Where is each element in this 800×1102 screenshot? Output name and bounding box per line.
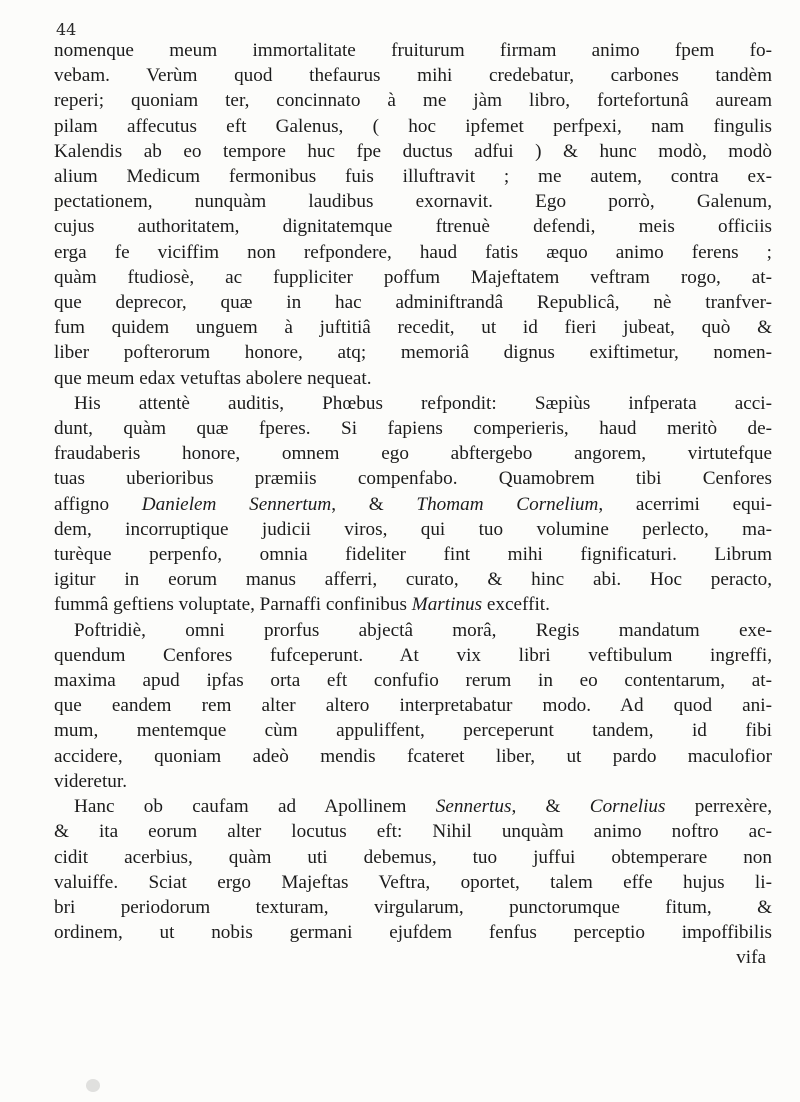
text-run: videretur. — [54, 770, 127, 792]
text-line — [54, 290, 772, 315]
text-run: pilam affecutus eft Galenus, ( hoc ipfemet perfpexi, nam fingulis — [54, 115, 772, 137]
text-run: fum quidem unguem à juftitiâ recedit, ut id fieri jubeat, quò & — [54, 317, 772, 339]
text-line — [54, 416, 772, 441]
text-run: Poftridiè, omni prorfus abjectâ morâ, Regis mandatum exe- — [74, 619, 772, 641]
italic-name: Danielem Sennertum — [141, 493, 332, 515]
text-line — [54, 592, 772, 617]
text-run: & ita eorum alter locutus eft: Nihil unquàm animo noftro ac- — [54, 821, 772, 843]
text-line — [54, 164, 772, 189]
text-line — [54, 38, 772, 63]
text-line — [54, 920, 772, 945]
text-run: tuas uberioribus præmiis compenfabo. Quamobrem tibi Cenfores — [54, 468, 772, 490]
text-run: reperi; quoniam ter, concinnato à me jàm libro, fortefortunâ auream — [54, 90, 772, 112]
text-run: accidere, quoniam adeò mendis fcateret liber, ut pardo maculofior — [54, 745, 772, 767]
text-line — [54, 189, 772, 214]
text-run: dunt, quàm quæ fperes. Si fapiens comperieris, haud meritò de- — [54, 418, 772, 440]
text-run: pectationem, nunquàm laudibus exornavit. Ego porrò, Galenum, — [54, 191, 772, 213]
text-line — [54, 88, 772, 113]
text-run: quàm ftudiosè, ac fuppliciter poffum Majeftatem veftram rogo, at- — [54, 266, 772, 288]
text-line — [54, 517, 772, 542]
text-line — [54, 744, 772, 769]
ink-blot — [86, 1079, 100, 1092]
text-run: cidit acerbius, quàm uti debemus, tuo juffui obtemperare non — [54, 846, 772, 868]
text-line — [54, 643, 772, 668]
text-run: liber pofterorum honore, atq; memoriâ dignus exiftimetur, nomen- — [54, 342, 772, 364]
text-line — [54, 240, 772, 265]
text-line — [54, 366, 772, 391]
text-run: maxima apud ipfas orta eft confufio rerum in eo contentarum, at- — [54, 670, 772, 692]
text-run: que eandem rem alter altero interpretabatur modo. Ad quod ani- — [54, 695, 772, 717]
latin-text-body — [54, 38, 772, 971]
text-run: vebam. Verùm quod thefaurus mihi credebatur, carbones tandèm — [54, 65, 772, 87]
text-run: bri periodorum texturam, virgularum, punctorumque fitum, & — [54, 896, 772, 918]
text-run: His attentè auditis, Phœbus refpondit: Sæpiùs infperata acci- — [74, 392, 772, 414]
text-line — [54, 492, 772, 517]
text-run: quendum Cenfores fufceperunt. At vix libri veftibulum ingreffi, — [54, 644, 772, 666]
text-line — [54, 794, 772, 819]
text-run: dem, incorruptique judicii viros, qui tuo volumine perlecto, ma- — [54, 518, 772, 540]
text-run: Kalendis ab eo tempore huc fpe ductus adfui ) & hunc modò, modò — [54, 140, 772, 162]
text-line — [54, 391, 772, 416]
text-line — [54, 618, 772, 643]
text-run: , acerrimi equi- — [598, 493, 772, 515]
text-line — [54, 769, 772, 794]
text-run: , & — [331, 493, 417, 515]
text-line — [54, 214, 772, 239]
text-run: mum, mentemque cùm appuliffent, perceperunt tandem, id fibi — [54, 720, 772, 742]
text-run: fraudaberis honore, omnem ego abftergebo angorem, virtutefque — [54, 443, 772, 465]
text-line — [54, 315, 772, 340]
text-line — [54, 819, 772, 844]
text-run: que meum edax vetuftas abolere nequeat. — [54, 367, 372, 389]
text-line — [54, 718, 772, 743]
text-run: fummâ geftiens voluptate, Parnaffi confinibus — [54, 594, 412, 616]
text-line — [54, 542, 772, 567]
italic-name: Cornelius — [589, 796, 666, 818]
text-run: nomenque meum immortalitate fruiturum firmam animo fpem fo- — [54, 40, 772, 61]
text-line — [54, 265, 772, 290]
text-line — [54, 441, 772, 466]
text-line — [54, 870, 772, 895]
page-number: 44 — [56, 20, 77, 39]
text-run: Hanc ob caufam ad Apollinem — [74, 796, 436, 818]
italic-name: Martinus — [411, 594, 483, 616]
text-run: que deprecor, quæ in hac adminiftrandâ Republicâ, nè tranfver- — [54, 292, 772, 314]
text-run: , & — [511, 796, 590, 818]
text-line — [54, 466, 772, 491]
text-run: affigno — [54, 493, 142, 515]
text-run: erga fe viciffim non refpondere, haud fatis æquo animo ferens ; — [54, 241, 772, 263]
text-line — [54, 895, 772, 920]
catchword: vifa — [736, 947, 766, 969]
italic-name: Thomam Cornelium — [416, 493, 599, 515]
text-line — [54, 114, 772, 139]
text-run: valuiffe. Sciat ergo Majeftas Veftra, oportet, talem effe hujus li- — [54, 871, 772, 893]
text-line — [54, 668, 772, 693]
text-line — [54, 340, 772, 365]
text-line — [54, 63, 772, 88]
text-line — [54, 845, 772, 870]
text-line — [54, 693, 772, 718]
text-run: alium Medicum fermonibus fuis illuftravit ; me autem, contra ex- — [54, 166, 772, 188]
text-run: exceffit. — [482, 594, 550, 616]
text-line — [54, 139, 772, 164]
text-line — [54, 567, 772, 592]
text-run: cujus authoritatem, dignitatemque ftrenuè defendi, meis officiis — [54, 216, 772, 238]
text-run: ordinem, ut nobis germani ejufdem fenfus perceptio impoffibilis — [54, 922, 772, 944]
text-run: perrexère, — [665, 796, 772, 818]
italic-name: Sennertus — [435, 796, 512, 818]
text-run: turèque perpenfo, omnia fideliter fint mihi fignificaturi. Librum — [54, 544, 772, 566]
text-run: igitur in eorum manus afferri, curato, & hinc abi. Hoc peracto, — [54, 569, 772, 591]
